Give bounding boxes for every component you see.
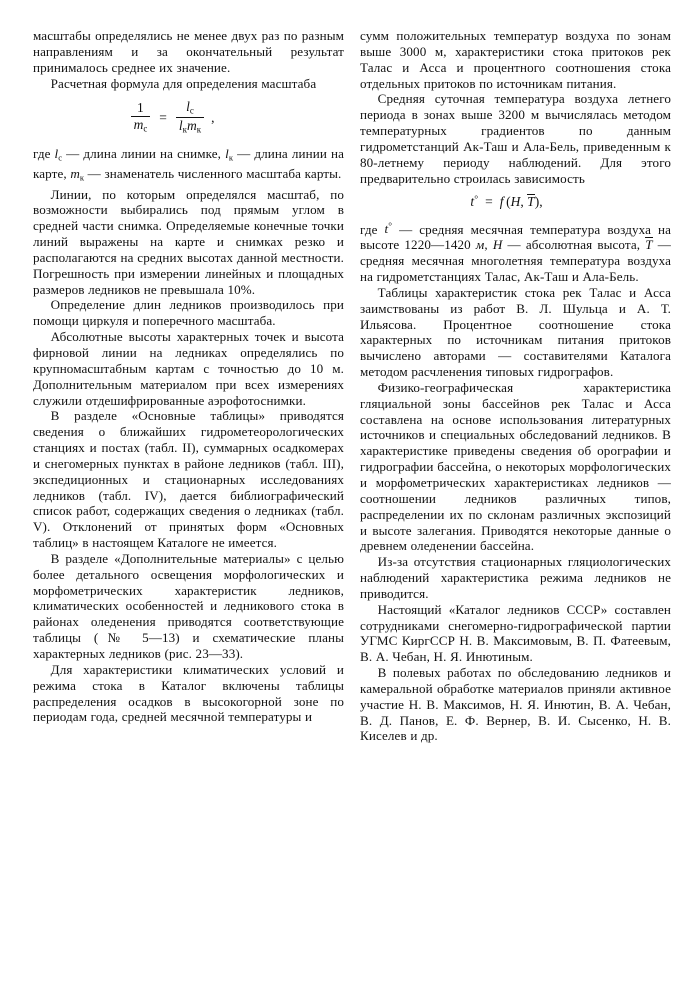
formula-temperature: [360, 194, 671, 210]
paragraph: Линии, по которым определялся масштаб, по возможности выбирались под прямым углом в средней части снимка. Определяемые конечные точки линий выражены на карте и снимках резко и располагаются на средних высотах данной местности. Погрешность при измерении линейных и площадных размеров ледников не превышала 10%.: [33, 186, 344, 297]
paragraph: Расчетная формула для определения масштаба: [50, 75, 317, 91]
right-column: [360, 28, 671, 744]
paragraph: Физико-географическая характеристика гляциальной зоны бассейнов рек Талас и Асса составлена на основе использования литературных источников и специальных обследований ледников. В характеристике приведены сведения об орографии и гидрографии бассейна, о некоторых морфологических и морфометрических характеристиках ледников — соотношении ледников различных типов, распределении их по склонам различных экспозиций и высоте залегания. Приводятся некоторые данные о древнем оледенении бассейна.: [360, 379, 671, 554]
equals-sign: =: [159, 109, 167, 125]
fraction-left: [131, 101, 151, 134]
paragraph: В разделе «Основные таблицы» приводятся сведения о ближайших гидрометеорологических станциях и постах (табл. II), суммарных осадкомерах и снегомерных пунктах в районе ледников (табл. III), экспедиционных и стационарных исследованиях ледников (табл. IV), дается библиографический список работ, содержащих сведения о ледниках (табл. V). Отклонений от принятых форм «Основных таблиц» в настоящем Каталоге не имеется.: [33, 408, 344, 551]
formula-scale: [33, 100, 344, 135]
formula-trailing-comma: ,: [539, 194, 543, 210]
paragraph: Из-за отсутствия стационарных гляциологических наблюдений характеристика режима ледников не приводится.: [360, 554, 671, 601]
left-column: [33, 28, 344, 725]
paragraph: Средняя суточная температура воздуха летнего периода в зонах выше 3200 м вычислялась методом температурных градиентов по данным гидрометстанций Ак-Таш и Ала-Бель, приведенным к 80-летнему периоду наблюдений. Для этого предварительно строилась зависимость: [360, 91, 671, 186]
formula-function: f: [499, 194, 504, 210]
paragraph: В разделе «Дополнительные материалы» с целью более детального освещения морфологических и морфометрических характеристик ледников, климатических особенностей и ледникового стока в районах оледенения приводятся соответствующие таблицы (№ 5—13) и схематические планы характерных ледников (рис. 23—33).: [33, 550, 344, 661]
paragraph: Таблицы характеристик стока рек Талас и Асса заимствованы из работ В. Л. Шульца и А. Т. Ильясова. Процентное соотношение стока характерных по источникам питания притоков вычислено авторами — составителями Каталога методом расчленения типовых гидрографов.: [360, 284, 671, 380]
paragraph: Определение длин ледников производилось при помощи циркуля и поперечного масштаба.: [33, 297, 344, 329]
paragraph: Для характеристики климатических условий и режима стока в Каталог включены таблицы распределения осадков в высокогорной зоне по периодам года, средней месячной температуры и: [33, 661, 344, 725]
formula-lhs: t°: [470, 194, 479, 210]
paragraph-where-clause: где t° — средняя месячная температура воздуха на высоте 1220—1420 м, H — абсолютная высота, T — средняя месячная многолетняя температура воздуха на гидрометстанциях Талас, Ак-Таш и Ала-Бель.: [360, 221, 671, 284]
fraction-denominator: $m_c$: [131, 116, 151, 134]
paragraph: Настоящий «Каталог ледников СССР» составлен сотрудниками снегомерно-гидрографической партии УГМС КиргССР Н. В. Максимовым, В. П. Фатеевым, В. А. Чебан, Н. Я. Инютиным.: [360, 601, 671, 665]
paragraph-where-clause: где $l_c$ — длина линии на снимке, $l_к$ — длина линии на карте, $m_к$ — знаменатель численного масштаба карты.: [33, 146, 344, 183]
paragraph: В полевых работах по обследованию ледников и камеральной обработке материалов приняли активное участие Н. В. Максимов, Н. Я. Инютин, В. А. Чебан, В. Д. Панов, Е. Ф. Вернер, В. И. Сысенко, Н. В. Киселев и др.: [360, 665, 671, 744]
fraction-numerator: $l_c$: [186, 99, 194, 116]
two-column-body: [33, 28, 670, 744]
formula-arguments: (H, T): [503, 194, 540, 210]
paragraph: масштабы определялись не менее двух раз по разным направлениям и за окончательный результат принималось среднее их значение.: [33, 28, 344, 75]
fraction-denominator: $l_кm_к$: [176, 117, 204, 135]
formula-trailing-comma: ,: [211, 109, 215, 125]
paragraph: Абсолютные высоты характерных точек и высота фирновой линии на ледниках определялись по крупномасштабным картам с точностью до 10 м. Дополнительным материалом при всех измерениях служили отдешифрированные аэрофотоснимки.: [33, 329, 344, 408]
equals-sign: =: [485, 194, 493, 210]
paragraph: сумм положительных температур воздуха по зонам выше 3000 м, характеристики стока притоков рек Талас и Асса и процентного соотношения стока отдельных притоков по источникам питания.: [360, 28, 671, 91]
fraction-right: [176, 100, 204, 135]
fraction-numerator: 1: [137, 100, 144, 116]
